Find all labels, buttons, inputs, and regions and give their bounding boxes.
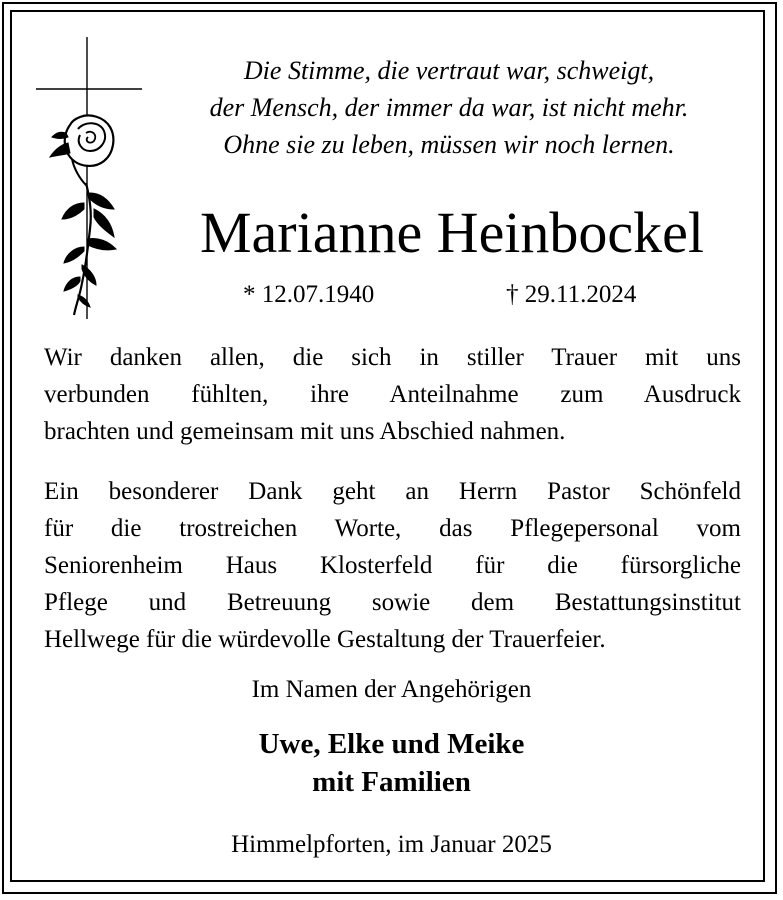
rose-icon [50,115,116,315]
signature-names [0,725,783,801]
names-line: mit Familien [312,766,471,798]
thanks-paragraph-2 [44,473,741,658]
paragraph-line: Wir danken allen, die sich in stiller Trauer mit uns [44,344,741,371]
paragraph-line: für die trostreichen Worte, das Pflegepersonal vom [44,515,741,542]
paragraph-line: Ein besonderer Dank geht an Herrn Pastor Schönfeld [44,478,741,505]
paragraph-line: verbunden fühlten, ihre Anteilnahme zum Ausdruck [44,381,741,408]
death-date: † 29.11.2024 [506,281,637,308]
names-line: Uwe, Elke und Meike [258,728,525,760]
poem-line: der Mensch, der immer da war, ist nicht mehr. [209,93,689,122]
cross-and-rose-icon [30,33,150,323]
poem-line: Ohne sie zu leben, müssen wir noch lernen. [223,130,675,159]
paragraph-line: Hellwege für die würdevolle Gestaltung der Trauerfeier. [44,626,606,653]
birth-date: * 12.07.1940 [243,281,375,308]
poem [150,52,748,163]
paragraph-line: Pflege und Betreuung sowie dem Bestattungsinstitut [44,589,741,616]
deceased-name: Marianne Heinbockel [199,200,705,265]
thanks-paragraph-1 [44,339,741,450]
place-date: Himmelpforten, im Januar 2025 [231,831,552,858]
paragraph-line: brachten und gemeinsam mit uns Abschied nahmen. [44,418,566,445]
poem-line: Die Stimme, die vertraut war, schweigt, [243,56,655,85]
on-behalf-text: Im Namen der Angehörigen [251,676,532,703]
paragraph-line: Seniorenheim Haus Klosterfeld für die fürsorgliche [44,552,741,579]
